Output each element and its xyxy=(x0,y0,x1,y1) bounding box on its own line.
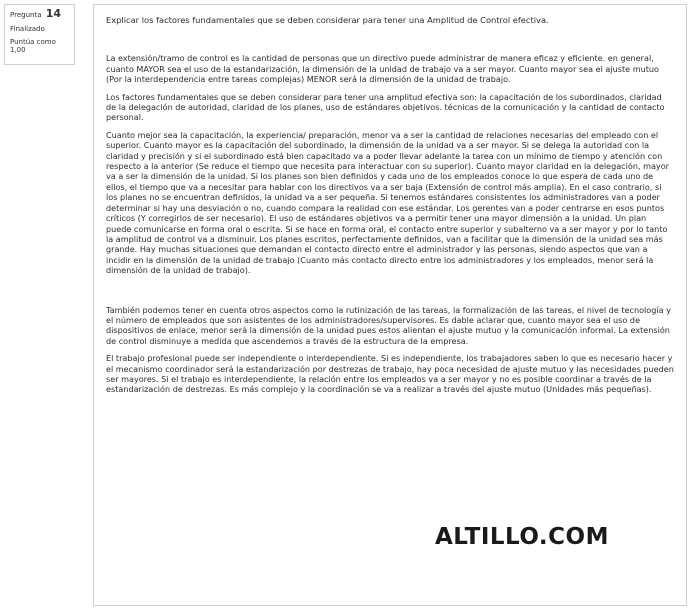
answer-paragraph-5: El trabajo profesional puede ser independiente o interdependiente. Si es independiente, los trabajadores saben lo que es necesario hacer y el mecanismo coordinador será la estandarización por destrezas de trabajo, hay poca necesidad de ajuste mutuo y las necesidades pueden ser mayores. Si el trabajo es interdependiente, la relación entre los empleados va a ser mayor y no es posible coordinar a través de la estandarización de destrezas. Es más complejo y la coordinación se va a realizar a través del ajuste mutuo (Unidades más pequeñas). xyxy=(106,353,674,395)
question-number-row xyxy=(10,7,69,21)
question-text: Explicar los factores fundamentales que se deben considerar para tener una Amplitud de Control efectiva. xyxy=(106,15,549,25)
score-label: Puntúa como xyxy=(10,37,56,46)
answer-paragraph-4: También podemos tener en cuenta otros aspectos como la rutinización de las tareas, la formalización de las tareas, el nivel de tecnología y el número de empleados que son asistentes de los administradores/supervisores. Es dable aclarar que, cuanto mayor sea el uso de dispositivos de enlace, menor será la dimensión de la unidad pues estos alientan el ajuste mutuo y la comunicación informal. La extensión de control disminuye a medida que ascendemos a través de la estructura de la empresa. xyxy=(106,304,671,346)
question-info-panel xyxy=(4,4,75,65)
question-content xyxy=(93,4,687,606)
score-value: 1,00 xyxy=(10,46,26,55)
answer-paragraph-2: Los factores fundamentales que se deben considerar para tener una amplitud efectiva son: la capacitación de los subordinados, claridad de la delegación de autoridad, claridad de los planes, uso de estándares objetivos. técnicas de la comunicación y la cantidad de contacto personal. xyxy=(106,91,665,123)
paragraph-gap xyxy=(106,283,674,305)
question-label: Pregunta xyxy=(10,11,42,19)
question-state: Finalizado xyxy=(10,24,45,33)
answer-paragraph-3: Cuanto mejor sea la capacitación, la experiencia/ preparación, menor va a ser la cantidad de relaciones necesarias del empleado con el superior. Cuanto mayor es la capacitación del subordinado, la dimensión de la unidad va a ser mayor. Si se delega la autoridad con la claridad y precisión y si el subordinado está bien capacitado va a poder llevar adelante la tarea con un mínimo de tiempo y atención con respecto a la anterior (Se reduce el tiempo que necesita para interactuar con su superior). Cuanto mayor claridad en la delegación, mayor va a ser la dimensión de la unidad. Si los planes son bien definidos y cada uno de los empleados conoce lo que espera de cada uno de ellos, el tiempo que va a necesitar para hablar con los directivos va a ser baja (Extensión de control más amplia). En el caso contrario, si los planes no se encuentran definidos, la unidad va a ser pequeña. Si tenemos estándares consistentes los administradores van a poder determinar si hay una desviación o no, cuando compara la realidad con ese estándar. Los gerentes van a poder centrarse en esos puntos críticos (Y corregirlos de ser necesario). El uso de estándares objetivos va a permitir tener una mayor dimensión a la unidad. Un plan puede comunicarse en forma oral o escrita. Si se hace en forma oral, el contacto entre superior y subalterno va a ser mayor y por lo tanto la amplitud de control va a disminuir. Los planes escritos, perfectamente definidos, van a facilitar que la dimensión de la unidad sea más grande. Hay muchas situaciones que demandan el contacto directo entre el administrador y las personas, siendo aspectos que van a incidir en la dimensión de la unidad de trabajo (Cuanto más contacto directo entre los administradores y los empleados, menor será la dimensión de la unidad de trabajo). xyxy=(106,129,670,276)
answer-paragraph-1: La extensión/tramo de control es la cantidad de personas que un directivo puede administrar de manera eficaz y eficiente. en general, cuanto MAYOR sea el uso de la estandarización, la dimensión de la unidad de trabajo va a ser mayor. Cuanto mayor sea el ajuste mutuo (Por la interdependencia entre tareas complejas) MENOR será la dimensión de la unidad de trabajo. xyxy=(106,53,659,85)
watermark-logo: ALTILLO.COM xyxy=(435,524,609,550)
question-number: 14 xyxy=(45,7,62,20)
